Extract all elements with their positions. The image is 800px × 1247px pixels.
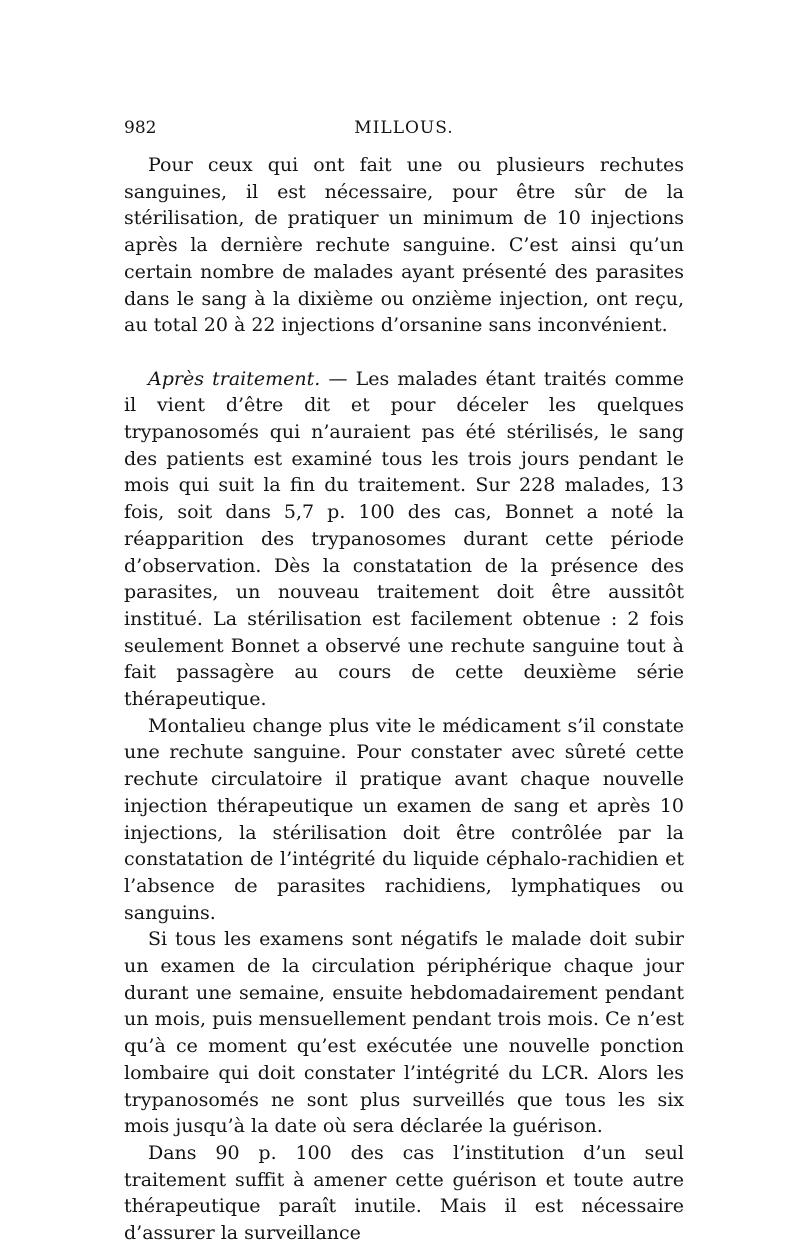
page-number: 982 — [124, 118, 157, 138]
body-text — [124, 152, 684, 1247]
paragraph-apres-traitement — [124, 366, 684, 713]
paragraph-examens: Si tous les examens sont négatifs le malade doit subir un examen de la circulation périphérique chaque jour durant une semaine, ensuite hebdomadairement pendant un mois, puis mensuellement pendant trois mois. Ce n’est qu’à ce moment qu’est exécutée une nouvelle ponction lombaire qui doit constater l’intégrité du LCR. Alors les trypanosomés ne sont plus surveillés que tous les six mois jusqu’à la date où sera déclarée la guérison. — [124, 928, 684, 1138]
running-head: MILLOUS. — [354, 118, 454, 138]
paragraph-guerison: Dans 90 p. 100 des cas l’institution d’un seul traitement suffit à amener cette guérison et toute autre thérapeutique paraît inutile. Mais il est nécessaire d’assurer la surveillance — [124, 1142, 684, 1245]
paragraph-montalieu: Montalieu change plus vite le médicament s’il constate une rechute sanguine. Pour constater avec sûreté cette rechute circulatoire il pratique avant chaque nouvelle injection thérapeutique un examen de sang et après 10 injections, la stérilisation doit être contrôlée par la constatation de l’intégrité du liquide céphalo-rachidien et l’absence de parasites rachidiens, lymphatiques ou sanguins. — [124, 714, 684, 924]
paragraph-rechutes: Pour ceux qui ont fait une ou plusieurs rechutes sanguines, il est nécessaire, pour être sûr de la stérilisation, de pratiquer un minimum de 10 injections après la dernière rechute sanguine. C’est ainsi qu’un certain nombre de malades ayant présenté des parasites dans le sang à la dixième ou onzième injection, ont reçu, au total 20 à 22 injections d’orsanine sans inconvénient. — [124, 154, 684, 337]
paragraph-apres-traitement-body: — Les malades étant traités comme il vient d’être dit et pour déceler les quelques trypanosomés qui n’auraient pas été stérilisés, le sang des patients est examiné tous les trois jours pendant le mois qui suit la fin du traitement. Sur 228 malades, 13 fois, soit dans 5,7 p. 100 des cas, Bonnet a noté la réapparition des trypanosomes durant cette période d’observation. Dès la constatation de la présence des parasites, un nouveau traitement doit être aussitôt institué. La stérilisation est facilement obtenue : 2 fois seulement Bonnet a observé une rechute sanguine tout à fait passagère au cours de cette deuxième série thérapeutique. — [124, 367, 684, 711]
page-header — [124, 114, 684, 144]
section-lead-apres-traitement: Après traitement. — [148, 367, 321, 390]
